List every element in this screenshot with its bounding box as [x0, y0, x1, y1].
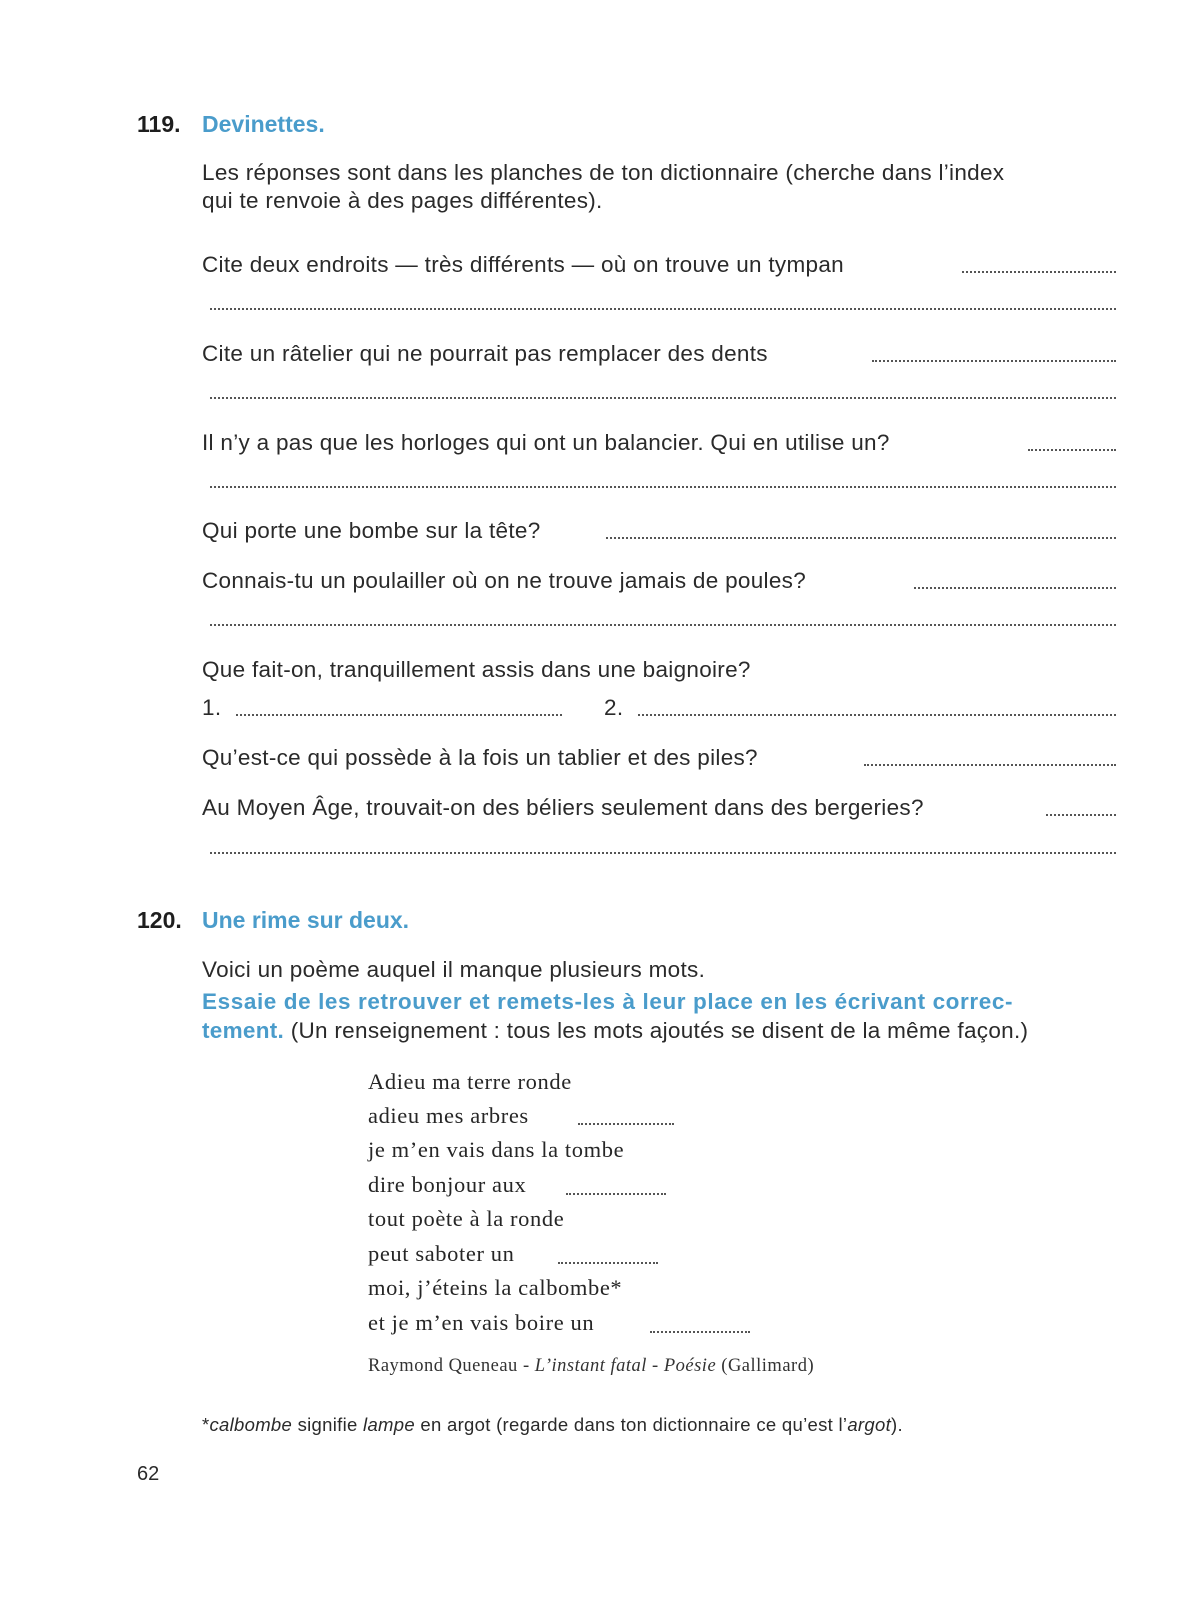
footnote — [202, 1414, 903, 1436]
poem-line-3: je m’en vais dans la tombe — [368, 1137, 625, 1162]
question-balancier: Il n’y a pas que les horloges qui ont un balancier. Qui en utilise un? — [202, 430, 890, 455]
footnote-star: * — [202, 1414, 210, 1435]
ex120-intro: Voici un poème auquel il manque plusieurs mots. — [202, 957, 706, 982]
ex119-intro-line2: qui te renvoie à des pages différentes). — [202, 188, 603, 213]
answer-label-2: 2. — [604, 695, 624, 720]
poem-line-5: tout poète à la ronde — [368, 1206, 565, 1231]
poem-line-8: et je m’en vais boire un — [368, 1310, 595, 1335]
question-bombe: Qui porte une bombe sur la tête? — [202, 518, 541, 543]
poem-line-2: adieu mes arbres — [368, 1103, 529, 1128]
answer-line-poulailler[interactable] — [914, 587, 1116, 589]
answer-line-baignoire-2[interactable] — [638, 714, 1116, 716]
poem-credit — [368, 1356, 814, 1377]
answer-line-tympan[interactable] — [962, 271, 1116, 273]
footnote-text-2: en argot (regarde dans ton dictionnaire ce qu’est l’ — [420, 1414, 848, 1435]
ex120-instruction-end: tement. — [202, 1018, 285, 1043]
answer-line-balancier-2[interactable] — [210, 486, 1116, 488]
poem-blank-boire[interactable] — [650, 1331, 750, 1333]
ex120-instruction-line2 — [202, 1017, 1028, 1045]
poem-line-6: peut saboter un — [368, 1241, 515, 1266]
ex120-instruction-line1: Essaie de les retrouver et remets-les à leur place en les écrivant correc- — [202, 989, 1014, 1014]
footnote-word3: argot — [847, 1414, 892, 1435]
credit-separator-2: - — [652, 1356, 659, 1376]
question-beliers: Au Moyen Âge, trouvait-on des béliers seulement dans des bergeries? — [202, 795, 924, 820]
exercise-120-number: 120. — [137, 907, 182, 933]
answer-line-baignoire-1[interactable] — [236, 714, 562, 716]
poem-line-7: moi, j’éteins la calbombe* — [368, 1275, 623, 1300]
poem-line-1: Adieu ma terre ronde — [368, 1069, 572, 1094]
answer-line-bombe[interactable] — [606, 537, 1116, 539]
credit-author: Raymond Queneau — [368, 1356, 518, 1376]
answer-line-tablier[interactable] — [864, 764, 1116, 766]
ex119-intro-line1: Les réponses sont dans les planches de ton dictionnaire (cherche dans l’index — [202, 160, 1005, 185]
credit-title: L’instant fatal — [534, 1356, 647, 1376]
answer-line-tympan-2[interactable] — [210, 308, 1116, 310]
question-poulailler: Connais-tu un poulailler où on ne trouve jamais de poules? — [202, 568, 807, 593]
answer-line-beliers-2[interactable] — [210, 852, 1116, 854]
answer-line-beliers[interactable] — [1046, 814, 1116, 816]
exercise-119-number: 119. — [137, 111, 181, 137]
answer-line-balancier[interactable] — [1028, 449, 1116, 451]
question-tablier: Qu’est-ce qui possède à la fois un tablier et des piles? — [202, 745, 758, 770]
credit-separator-1: - — [522, 1356, 530, 1376]
answer-line-ratelier[interactable] — [872, 360, 1116, 362]
credit-collection: Poésie — [663, 1356, 717, 1376]
answer-label-1: 1. — [202, 695, 222, 720]
footnote-text-1: signifie — [297, 1414, 358, 1435]
ex120-note: (Un renseignement : tous les mots ajoutés se disent de la même façon.) — [290, 1018, 1029, 1043]
footnote-word2: lampe — [363, 1414, 415, 1435]
page-number: 62 — [137, 1463, 160, 1485]
question-tympan: Cite deux endroits — très différents — où on trouve un tympan — [202, 252, 844, 277]
poem-blank-saboter[interactable] — [558, 1262, 658, 1264]
question-ratelier: Cite un râtelier qui ne pourrait pas remplacer des dents — [202, 341, 768, 366]
exercise-119-title: Devinettes. — [202, 111, 325, 137]
question-baignoire: Que fait-on, tranquillement assis dans une baignoire? — [202, 657, 751, 682]
credit-publisher: (Gallimard) — [721, 1356, 815, 1376]
poem-line-4: dire bonjour aux — [368, 1172, 527, 1197]
answer-line-poulailler-2[interactable] — [210, 624, 1116, 626]
answer-line-ratelier-2[interactable] — [210, 397, 1116, 399]
poem-blank-arbres[interactable] — [578, 1123, 674, 1125]
footnote-text-3: ). — [891, 1414, 903, 1435]
exercise-120-title: Une rime sur deux. — [202, 907, 410, 933]
footnote-word: calbombe — [209, 1414, 293, 1435]
poem-blank-bonjour[interactable] — [566, 1193, 666, 1195]
